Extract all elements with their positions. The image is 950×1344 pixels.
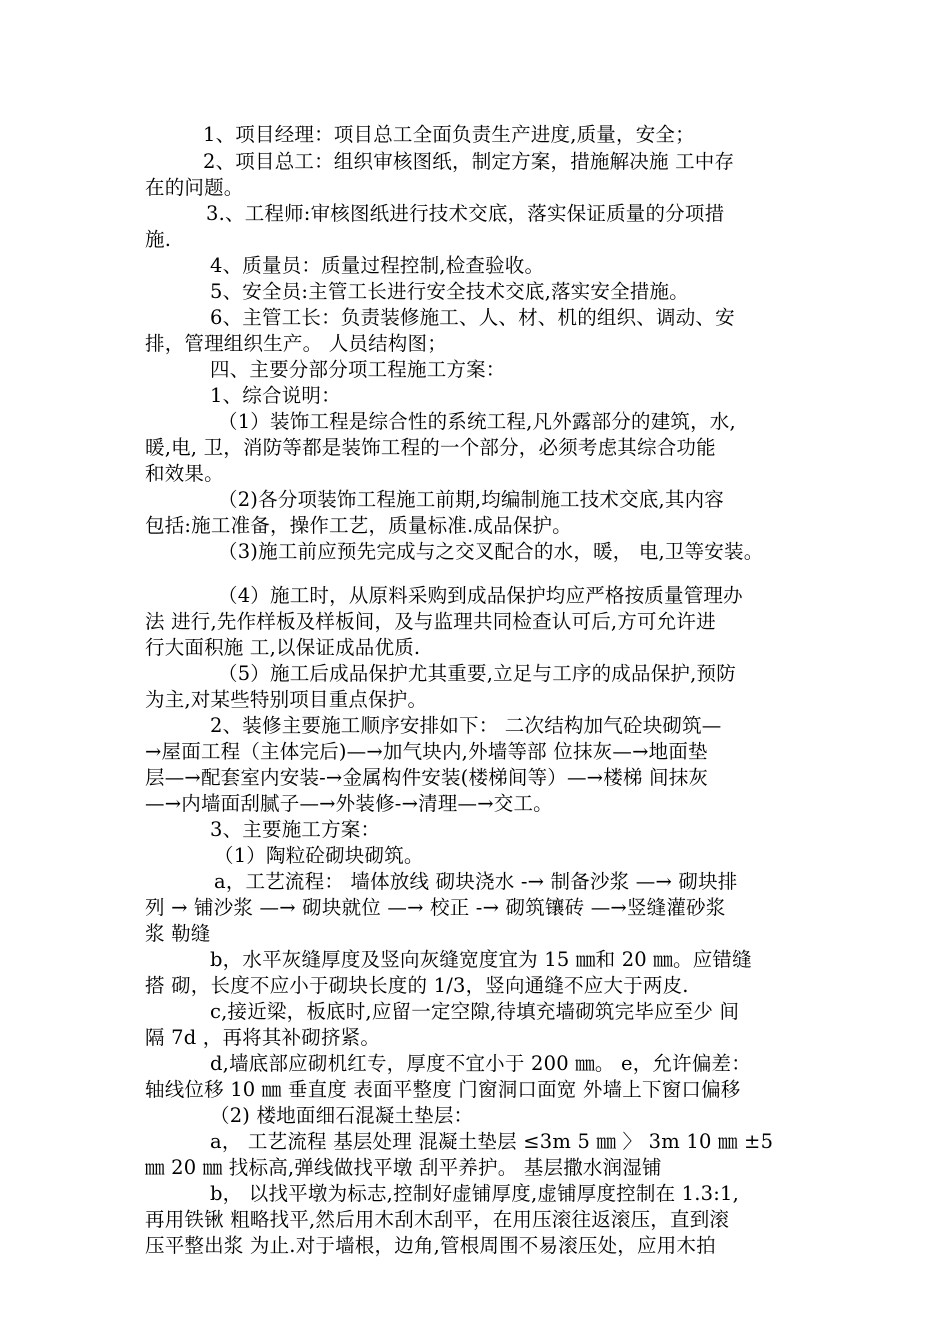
text-line: 暖,电, 卫，消防等都是装饰工程的一个部分，必须考虑其综合功能 xyxy=(145,436,716,459)
text-line: 6、主管工长：负责装修施工、人、材、机的组织、调动、安 xyxy=(210,306,735,329)
section-heading: 四、主要分部分项工程施工方案： xyxy=(210,358,506,381)
text-line: c,接近梁，板底时,应留一定空隙,待填充墙砌筑完毕应至少 间 xyxy=(210,1000,740,1023)
text-line: ㎜ 20 ㎜ 找标高,弹线做找平墩 刮平养护。 基层撒水润湿铺 xyxy=(145,1156,662,1179)
text-line: 包括:施工准备，操作工艺，质量标准.成品保护。 xyxy=(145,514,572,537)
text-line: （4）施工时，从原料采购到成品保护均应严格按质量管理办 xyxy=(218,584,743,607)
text-line: 施. xyxy=(145,228,172,251)
text-line: 5、安全员:主管工长进行安全技术交底,落实安全措施。 xyxy=(210,280,689,303)
text-line: （2) 楼地面细石混凝土垫层： xyxy=(210,1104,474,1127)
text-line: 搭 砌，长度不应小于砌块长度的 1/3，竖向通缝不应大于两皮. xyxy=(145,974,689,997)
text-line: →屋面工程（主体完后)—→加气块内,外墙等部 位抹灰—→地面垫 xyxy=(145,740,708,763)
text-line: 2、项目总工：组织审核图纸，制定方案，措施解决施 工中存 xyxy=(203,150,735,173)
text-line: 轴线位移 10 ㎜ 垂直度 表面平整度 门窗洞口面宽 外墙上下窗口偏移 xyxy=(145,1078,741,1101)
text-line: 层—→配套室内安装-→金属构件安装(楼梯间等）—→楼梯 间抹灰 xyxy=(145,766,709,789)
text-line: —→内墙面刮腻子—→外装修-→清理—→交工。 xyxy=(145,792,553,815)
text-line: b，水平灰缝厚度及竖向灰缝宽度宜为 15 ㎜和 20 ㎜。应错缝 xyxy=(210,948,752,971)
text-line: 为主,对某些特别项目重点保护。 xyxy=(145,688,428,711)
text-line: 3.、工程师:审核图纸进行技术交底，落实保证质量的分项措 xyxy=(206,202,725,225)
text-line: （2)各分项装饰工程施工前期,均编制施工技术交底,其内容 xyxy=(218,488,725,511)
text-line: 排，管理组织生产。 人员结构图； xyxy=(145,332,447,355)
text-line: a，工艺流程： 墙体放线 砌块浇水 -→ 制备沙浆 —→ 砌块排 xyxy=(214,870,738,893)
subsection-heading: 2、装修主要施工顺序安排如下： 二次结构加气砼块砌筑— xyxy=(210,714,722,737)
text-line: 再用铁锹 粗略找平,然后用木刮木刮平，在用压滚往返滚压，直到滚 xyxy=(145,1208,730,1231)
text-line: 隔 7d ，再将其补砌挤紧。 xyxy=(145,1026,381,1049)
text-line: 浆 勒缝 xyxy=(145,922,211,945)
text-line: （5）施工后成品保护尤其重要,立足与工序的成品保护,预防 xyxy=(218,662,736,685)
text-line: b， 以找平墩为标志,控制好虚铺厚度,虚铺厚度控制在 1.3:1, xyxy=(210,1182,740,1205)
text-line: 法 进行,先作样板及样板间，及与监理共同检查认可后,方可允许进 xyxy=(145,610,716,633)
text-line: 压平整出浆 为止.对于墙根，边角,管根周围不易滚压处，应用木拍 xyxy=(145,1234,716,1257)
subsection-heading: 1、综合说明： xyxy=(210,384,341,407)
text-line: d,墙底部应砌机红专，厚度不宜小于 200 ㎜。 e，允许偏差： xyxy=(210,1052,751,1075)
text-line: 4、质量员：质量过程控制,检查验收。 xyxy=(210,254,545,277)
text-line: a， 工艺流程 基层处理 混凝土垫层 ≤3m 5 ㎜ 〉 3m 10 ㎜ ±5 xyxy=(210,1130,774,1153)
text-line: 和效果。 xyxy=(145,462,224,485)
text-line: 在的问题。 xyxy=(145,176,244,199)
text-line: 列 → 铺沙浆 —→ 砌块就位 —→ 校正 -→ 砌筑镶砖 —→竖缝灌砂浆 xyxy=(145,896,726,919)
subsection-heading: 3、主要施工方案： xyxy=(210,818,381,841)
text-line: （1）陶粒砼砌块砌筑。 xyxy=(214,844,424,867)
text-line: （3)施工前应预先完成与之交叉配合的水，暖， 电,卫等安装。 xyxy=(218,540,764,563)
text-line: （1）装饰工程是综合性的系统工程,凡外露部分的建筑，水, xyxy=(218,410,736,433)
text-line: 行大面积施 工,以保证成品优质. xyxy=(145,636,421,659)
text-line: 1、项目经理：项目总工全面负责生产进度,质量，安全； xyxy=(203,123,695,146)
